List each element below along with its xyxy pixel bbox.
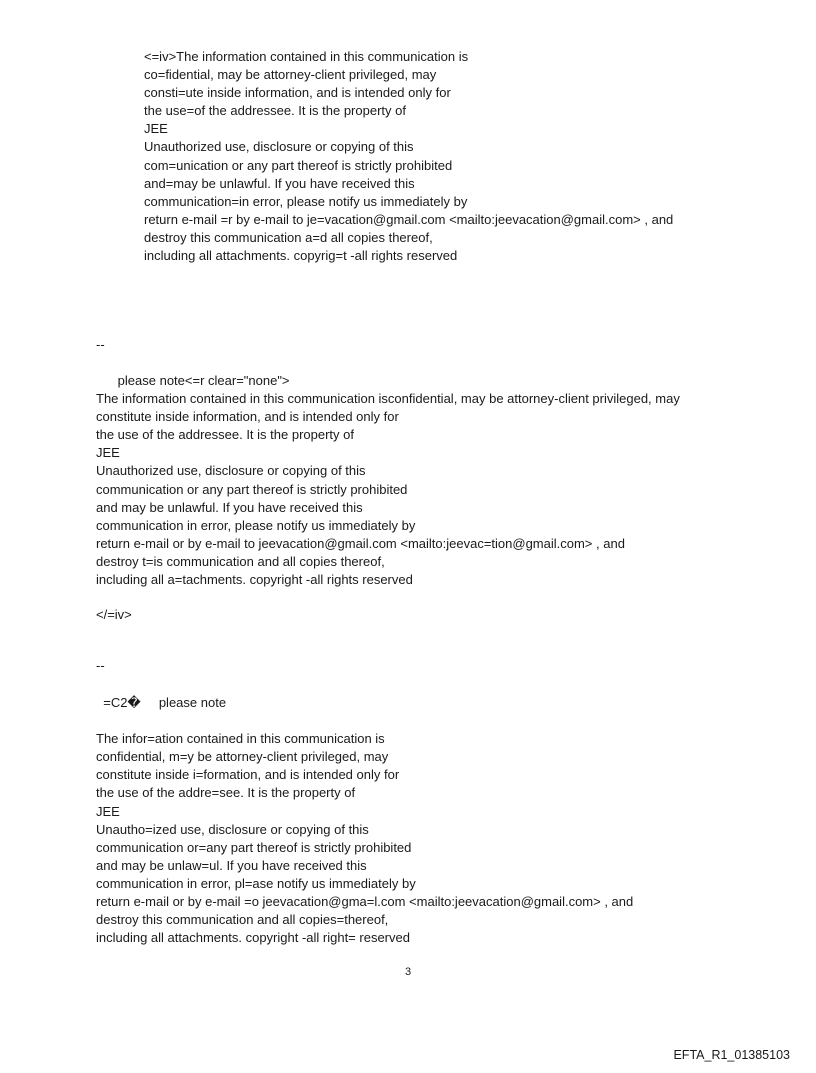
text-line: return e-mail or by e-mail =o jeevacation@gma=l.com <mailto:jeevacation@gmail.com> , and: [96, 894, 634, 910]
text-line: the use of the addressee. It is the property of: [96, 427, 354, 443]
text-line: Unauthorized use, disclosure or copying of this: [96, 463, 366, 479]
text-line: JEE: [144, 121, 168, 137]
text-line: please note<=r clear="none">: [96, 373, 290, 388]
separator-1: --: [96, 337, 105, 352]
text-line: constitute inside information, and is intended only for: [96, 409, 399, 425]
text-line: and=may be unlawful. If you have received this: [144, 175, 415, 191]
text-line: JEE: [96, 803, 120, 819]
text-line: co=fidential, may be attorney-client privileged, may: [144, 67, 437, 83]
text-line: =C2� please note: [96, 695, 227, 710]
text-line: communication in error, pl=ase notify us immediately by: [96, 875, 416, 891]
text-line: and may be unlaw=ul. If you have received this: [96, 857, 367, 873]
text-line: com=unication or any part thereof is strictly prohibited: [144, 157, 453, 173]
text-line: destroy t=is communication and all copies thereof,: [96, 553, 385, 569]
text-line: destroy this communication a=d all copies thereof,: [144, 229, 433, 245]
disclaimer-block-3: [96, 694, 633, 947]
disclaimer-block-1: [144, 48, 673, 265]
text-line: Unautho=ized use, disclosure or copying of this: [96, 821, 369, 837]
closing-tag: </=iv>: [96, 607, 132, 622]
text-line: including all attachments. copyrig=t -all rights reserved: [144, 248, 458, 264]
text-line: JEE: [96, 445, 120, 461]
text-line: including all a=tachments. copyright -all rights reserved: [96, 572, 413, 588]
text-line: destroy this communication and all copies=thereof,: [96, 912, 389, 928]
text-line: and may be unlawful. If you have received this: [96, 499, 363, 515]
text-line: the use=of the addressee. It is the property of: [144, 103, 406, 119]
text-line: constitute inside i=formation, and is intended only for: [96, 767, 400, 783]
text-line: The infor=ation contained in this communication is: [96, 731, 385, 747]
text-line: the use of the addre=see. It is the property of: [96, 785, 356, 801]
separator-2: --: [96, 658, 105, 673]
text-line: communication=in error, please notify us immediately by: [144, 193, 468, 209]
text-line: confidential, m=y be attorney-client privileged, may: [96, 749, 389, 765]
text-line: including all attachments. copyright -all right= reserved: [96, 930, 410, 946]
bates-number: EFTA_R1_01385103: [673, 1048, 790, 1062]
text-line: communication in error, please notify us immediately by: [96, 517, 416, 533]
page-number: 3: [404, 966, 412, 978]
text-line: return e-mail or by e-mail to jeevacation@gmail.com <mailto:jeevac=tion@gmail.com> , and: [96, 535, 625, 551]
text-line: Unauthorized use, disclosure or copying of this: [144, 139, 414, 155]
text-line: communication or=any part thereof is strictly prohibited: [96, 839, 412, 855]
text-line: return e-mail =r by e-mail to je=vacation@gmail.com <mailto:jeevacation@gmail.com> , and: [144, 211, 674, 227]
text-line: consti=ute inside information, and is intended only for: [144, 85, 451, 101]
text-line: <=iv>The information contained in this communication is: [144, 49, 469, 64]
text-line: The information contained in this communication isconfidential, may be attorney-client privileged, may: [96, 391, 680, 407]
text-line: communication or any part thereof is strictly prohibited: [96, 481, 408, 497]
text-line: [96, 712, 633, 730]
disclaimer-block-2: [96, 372, 680, 589]
